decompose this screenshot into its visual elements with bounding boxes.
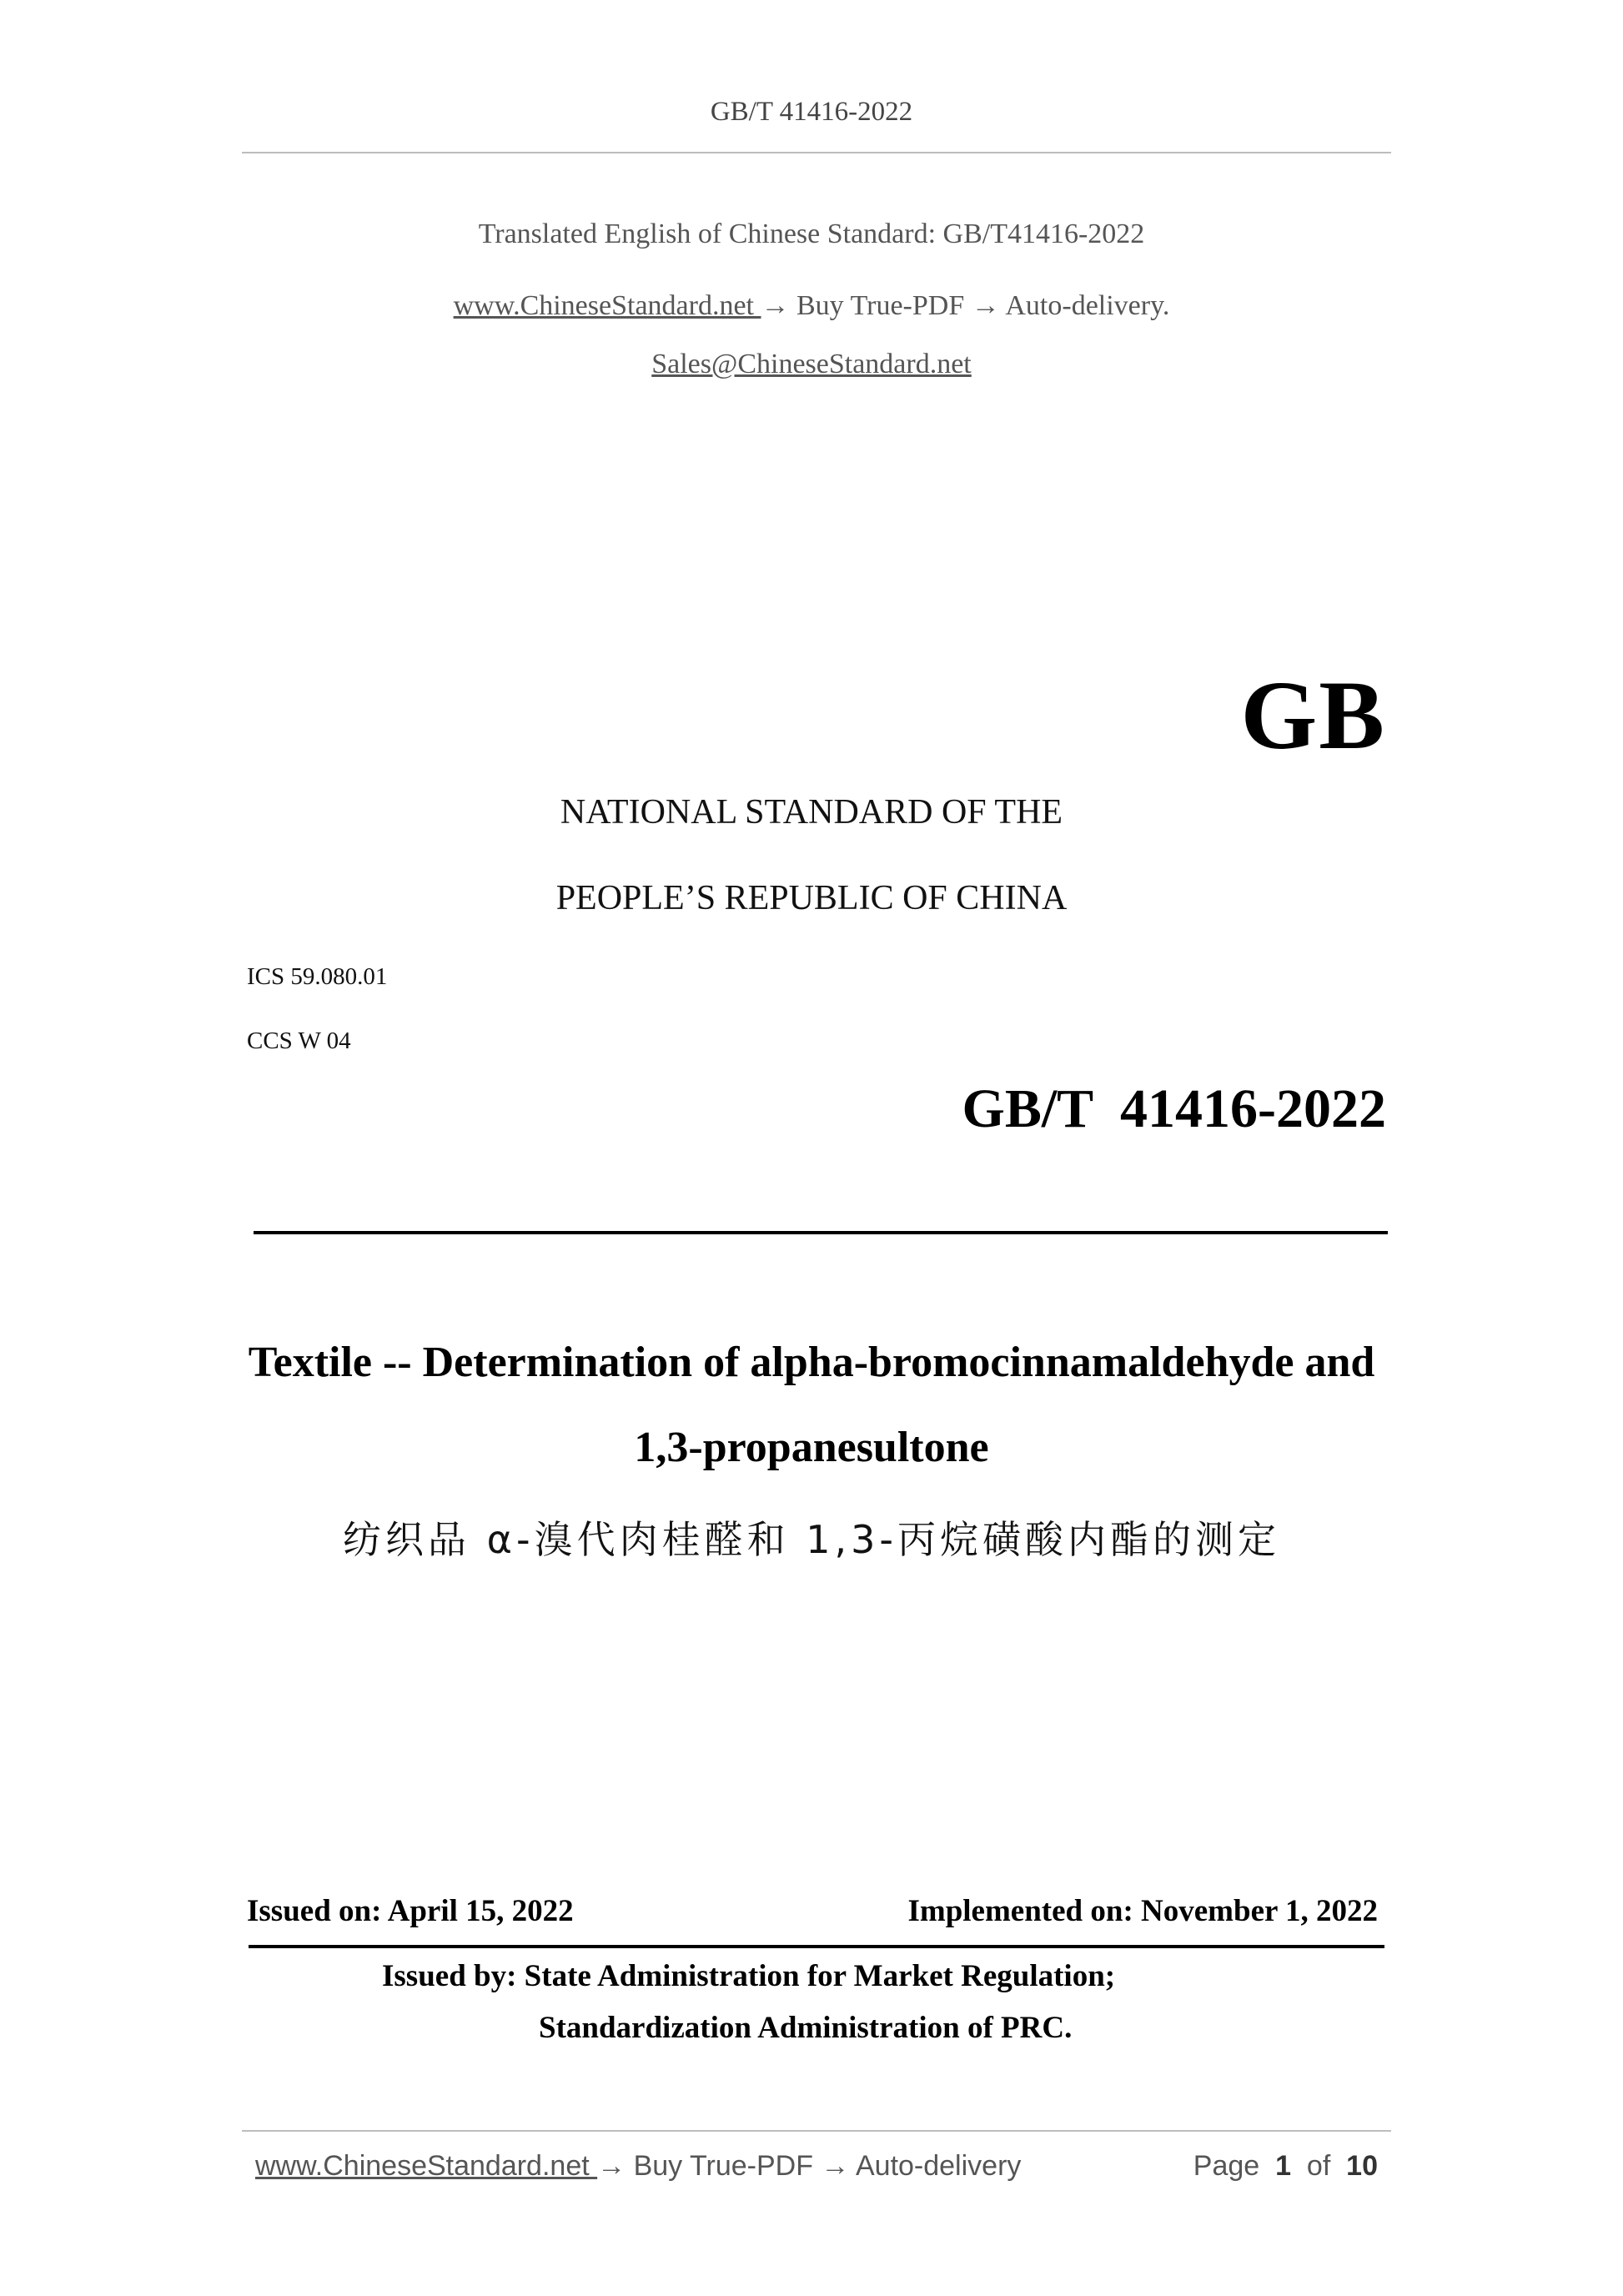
buy-text: Buy True-PDF (789, 290, 972, 321)
national-standard-line2: PEOPLE’S REPUBLIC OF CHINA (555, 879, 1068, 917)
arrow-icon: → (821, 2150, 850, 2182)
implemented-on: Implemented on: November 1, 2022 (907, 1894, 1378, 1928)
footer-buy-text: Buy True-PDF (626, 2150, 822, 2182)
dates-divider (249, 1945, 1384, 1948)
page-of: of (1306, 2150, 1331, 2182)
gb-logo: GB (1240, 661, 1386, 770)
arrow-icon: → (971, 290, 1000, 321)
footer (255, 2150, 1378, 2183)
ccs-code: CCS W 04 (247, 1027, 351, 1054)
page-label: Page (1193, 2150, 1260, 2182)
page-current: 1 (1275, 2150, 1291, 2182)
promo-line: Translated English of Chinese Standard: GB/T41416-2022 (478, 219, 1145, 249)
footer-site-link[interactable]: www.ChineseStandard.net (255, 2150, 598, 2182)
ics-code: ICS 59.080.01 (247, 963, 388, 990)
footer-divider (242, 2130, 1391, 2132)
issued-on: Issued on: April 15, 2022 (247, 1894, 574, 1928)
issued-by-line1: Issued by: State Administration for Market Regulation; (382, 1959, 1116, 1993)
site-link[interactable]: www.ChineseStandard.net (453, 290, 761, 321)
title-english-line2: 1,3-propanesultone (634, 1424, 989, 1471)
standard-number: GB/T 41416-2022 (962, 1078, 1386, 1139)
page-indicator (1193, 2150, 1378, 2183)
title-english-line1: Textile -- Determination of alpha-bromocinnamaldehyde and (248, 1339, 1375, 1386)
arrow-icon: → (761, 290, 790, 321)
header-divider (242, 152, 1391, 153)
footer-auto-delivery-text: Auto-delivery (849, 2150, 1022, 2182)
auto-delivery-text: Auto-delivery. (999, 290, 1170, 321)
running-header: GB/T 41416-2022 (710, 97, 913, 127)
sales-email-link[interactable]: Sales@ChineseStandard.net (651, 349, 972, 379)
national-standard-line1: NATIONAL STANDARD OF THE (560, 793, 1063, 831)
page-total: 10 (1346, 2150, 1378, 2182)
promo-delivery-line (0, 290, 1623, 322)
arrow-icon: → (597, 2150, 626, 2182)
issued-by-line2: Standardization Administration of PRC. (539, 2011, 1073, 2045)
title-divider (254, 1231, 1388, 1234)
title-chinese: 纺织品 α-溴代肉桂醛和 1,3-丙烷磺酸内酯的测定 (343, 1517, 1280, 1562)
